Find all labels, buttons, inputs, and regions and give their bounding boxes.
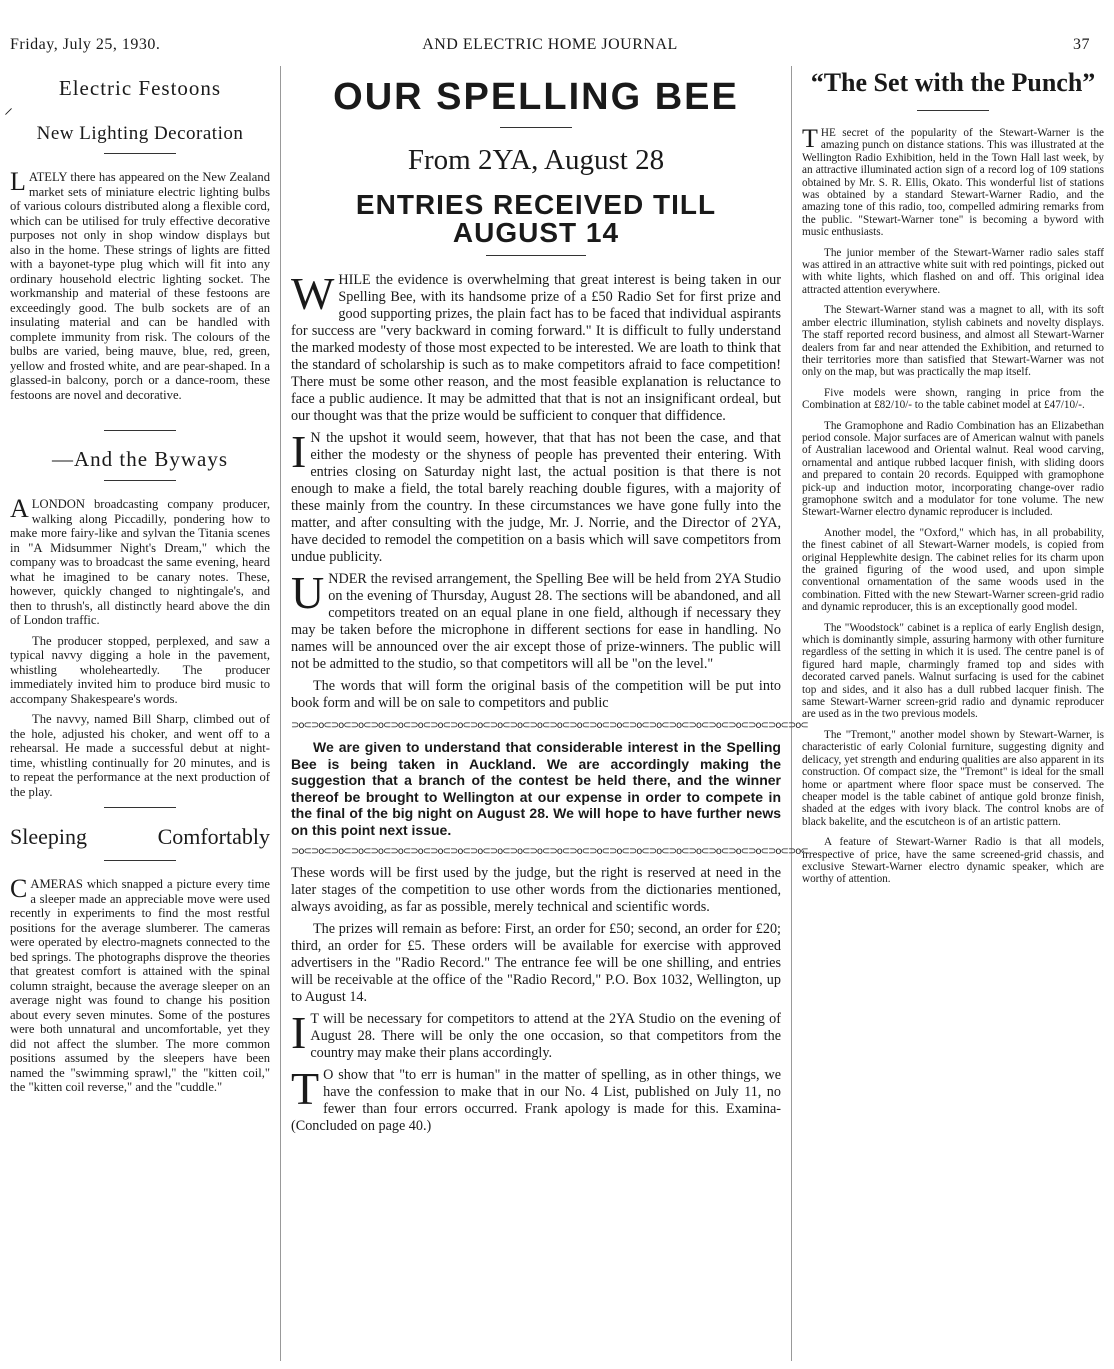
dropcap: T <box>291 1063 320 1114</box>
auckland-notice-text: We are given to understand that considerable interest in the Spelling Bee is being taken in Auckland. We are accordingly making the suggestion that a branch of the contest be held there, and the winner thereof be brought to Wellington at our expense in order to compete in the final of the big night on August 28. We will hope to have further news on this point next issue. <box>291 739 781 838</box>
columns <box>4 66 1104 1361</box>
stewart-warner-headline: “The Set with the Punch” <box>810 68 1096 97</box>
divider <box>104 480 176 481</box>
sw-para-6: Another model, the "Oxford," which has, in all probability, the finest cabinet of all Stewart-Warner models, is copied from original Hepplewhite design. The cabinet relies for its charm upon the grained figuring of the wood used, and upon simple conventional ornamentation of the same woods used in the combination. Fitted with the new Stewart-Warner screen-grid radio and dynamic reproducer, this is an exceptionally good model. <box>802 526 1104 614</box>
sw-para-7: The "Woodstock" cabinet is a replica of early English design, which is dominantly simple, assuring harmony with other furniture regardless of the setting in which it is used. The centre panel is of figured hard maple, charmingly framed top and sides with decorated carved panels. Walnut surfacing is used for the cabinet top and sides, and it also has a dull rubbed lacquer finish. The same Stewart-Warner screen-grid radio and dynamic reproducer are used as in the two previous models. <box>802 621 1104 721</box>
tick-mark-icon: ⸍ <box>4 105 13 125</box>
dropcap: I <box>291 426 307 477</box>
left-column <box>4 66 280 1361</box>
divider <box>917 110 989 111</box>
spelling-para-3: UNDER the revised arrangement, the Spelling Bee will be held from 2YA Studio on the evening of Thursday, August 28. The sections will be abandoned, and all competitors treated on an equal plane in one field, although if necessary they may be taken before the microphone in different sections for ease in handling. No names will be announced over the air except those of prize-winners. The public will not be admitted to the studio, so that competitors will all be "on the level." <box>291 567 781 672</box>
sw-para-8: The "Tremont," another model shown by Stewart-Warner, is characteristic of early Colonial furniture, suggesting dignity and delicacy, yet strength and enduring qualities are also apparent in its construction. Of compact size, the "Tremont" is ideal for the small home or apartment where floor space must be conserved. The cheaper model is the table cabinet of antique gold bronze finish, shaded at the edges with ivory black. The control knobs are of black bakelite, and the escutcheon is of an artistic pattern. <box>802 728 1104 828</box>
sw-para-9: A feature of Stewart-Warner Radio is that all models, irrespective of price, have the same screened-grid chassis, and exclusive Stewart-Warner electro dynamic speaker, which are worthy of attention. <box>802 836 1104 886</box>
middle-column <box>280 66 808 1361</box>
byways-para-1: ALONDON broadcasting company producer, walking along Piccadilly, pondering how to make more fairy-like and sylvan the Titania scenes in "A Midsummer Night's Dream," which the company was to broadcast the same evening, heard what he imagined to be canary notes. These, however, quickly changed to nightingale's, and then to thrush's, all distinctly heard above the din of London traffic. <box>10 494 270 627</box>
spelling-para-4: The words that will form the original basis of the competition will be put into book form and will be on sale to competitors and public <box>291 678 781 711</box>
spelling-para-6: The prizes will remain as before: First, an order for £50; second, an order for £20; third, an order for £5. These orders will be available for exercise with approved advertisers in the "Radio Record." The entrance fee will be one shilling, and entries will be receivable at the office of the "Radio Record," P.O. Box 1032, Wellington, up to August 14. <box>291 921 781 1005</box>
sw-para-2: The junior member of the Stewart-Warner radio sales staff was attired in an attractive white suit with red pointings, picked out with white lights, which flashed on and off. This original idea attracted attention everywhere. <box>802 246 1104 296</box>
dropcap: L <box>10 167 26 196</box>
dropcap: U <box>291 567 325 618</box>
dropcap: W <box>291 268 335 319</box>
byways-para-2: The producer stopped, perplexed, and saw a typical navvy digging a hole in the pavement, whistling wholeheartedly. The producer immediately invited him to produce bird music to accompany Shakespeare's words. <box>10 633 270 706</box>
running-head <box>10 32 1090 58</box>
divider <box>104 860 176 861</box>
sleeping-body: CAMERAS which snapped a picture every time a sleeper made an appreciable move were used recently in experiments to find the most restful positions for the average slumberer. The cameras were operated by electro-magnets connected to the bed springs. The photographs disprove the theories that greatest comfort is attained with the spinal column straight, because the average sleeper on an average night was found to change his position about every seven minutes. Some of the postures were both unnatural and uncomfortable, yet they did not affect the slumber. The more common positions assumed by the sleepers have been named the "swimming sprawl," the "kitten coil," the "kitten coil reverse," and the "cuddle." <box>10 874 270 1094</box>
divider <box>104 807 176 808</box>
sw-para-5: The Gramophone and Radio Combination has an Elizabethan period console. Major surfaces are of American walnut with panels of Australian lacewood and Oriental walnut. Real wood carving, ornamental and antique rubbed lacquer finish, with sliding doors and prepared to contain 20 records. Equipped with gramophone pick-up and induction motor, incorporating change-over radio gramophone switch and a modulator for tone volume. The new Stewart-Warner electro dynamic reproducer is included. <box>802 419 1104 519</box>
sleeping-title: Sleeping Comfortably <box>10 824 270 849</box>
byways-para-3: The navvy, named Bill Sharp, climbed out of the hole, adjusted his choker, and went off to a rehearsal. He made a successful debut at night-time, whistling continually for 20 minutes, and is to repeat the performance at the next production of the play. <box>10 712 270 799</box>
auckland-notice <box>291 739 781 838</box>
festoons-title: Electric Festoons <box>58 76 222 100</box>
sw-para-4: Five models were shown, ranging in price from the Combination at £82/10/- to the table cabinet model at £47/10/-. <box>802 386 1104 412</box>
main-subheadline: From 2YA, August 28 <box>407 144 665 176</box>
divider <box>486 255 586 256</box>
divider <box>104 153 176 154</box>
main-headline: OUR SPELLING BEE <box>333 76 739 118</box>
spelling-para-5: These words will be first used by the judge, but the right is reserved at need in the later stages of the competition to use other words from the dictionaries mentioned, always avoiding, as far as possible, merely technical and scientific words. <box>291 865 781 915</box>
sw-para-3: The Stewart-Warner stand was a magnet to all, with its soft amber electric illumination, stylish cabinets and novelty displays. The staff reported record business, and almost all Stewart-Warner dealers from far and near attended the Exhibition, and returned to their territories more than satisfied that Stewart-Warner was not only on the map, but was practically the map itself. <box>802 304 1104 379</box>
dropcap: A <box>10 494 29 523</box>
spelling-para-8: T O show that "to err is human" in the matter of spelling, as in other things, we have the confession to make that in our No. 4 List, published on July 11, no fewer than four errors occurred. Frank apology is made for this. Examina- (Concluded on page 40.) <box>291 1063 781 1134</box>
journal-name: AND ELECTRIC HOME JOURNAL <box>422 36 678 53</box>
divider <box>500 127 572 128</box>
entries-headline: ENTRIES RECEIVED TILL AUGUST 14 <box>355 189 717 248</box>
right-column <box>792 66 1104 1361</box>
sw-para-1: THE secret of the popularity of the Stewart-Warner is the amazing punch on distance stations. This was illustrated at the Wellington Radio Exhibition, held in the Town Hall last week, by an attractive illuminated action sign of a record log of 109 stations obtained by Mr. S. R. Ellis, Okato. This wonderful list of stations was obtained by a standard Stewart-Warner Radio, and the amazing tone of this radio, too, compelled admiring remarks from the public. "Stewart-Warner tone" is becoming a byword with music enthusiasts. <box>802 124 1104 239</box>
spelling-para-2: I N the upshot it would seem, however, that that has not been the case, and that either the modesty or the shyness of people has prevented their entering. With entries closing on Saturday night last, the actual position is that there is not enough to make a field, the total barely reaching double figures, with a majority of these mainly from the country. In these circumstances we have gone fully into the matter, and after consulting with the judge, Mr. J. Norrie, and the Director of 2YA, have decided to remodel the competition on a basis which will save competitors from undue publicity. <box>291 426 781 565</box>
dropcap: C <box>10 874 28 903</box>
spelling-para-7: I T will be necessary for competitors to attend at the 2YA Studio on the evening of August 28. There will be only the one occasion, so that competitors from the country may make their plans accordingly. <box>291 1007 781 1061</box>
ornament-rule: ⊃o⊂⊃o⊂⊃o⊂⊃o⊂⊃o⊂⊃o⊂⊃o⊂⊃o⊂⊃o⊂⊃o⊂⊃o⊂⊃o⊂⊃o⊂⊃o⊂⊃o⊂⊃o⊂⊃o⊂⊃o⊂⊃o⊂⊃o⊂⊃o⊂⊃o⊂⊃o⊂⊃o⊂⊃o⊂⊃o⊂ <box>291 720 808 731</box>
spelling-para-1: WHILE the evidence is overwhelming that great interest is being taken in our Spelling Bee, with its handsome prize of a £50 Radio Set for first prize and good supporting prizes, the plain fact has to be faced that individual aspirants for success are "very backward in coming forward." It is difficult to fully understand the marked modesty of those most expected to be interested. We are loath to think that the standard of scholarship is such as to make competitors afraid to face competition! There must be some other reason, and the most feasible explanation is reluctance to face a public audience. It may be admitted that that is not an insignificant ordeal, but our thought was that the prize would be sufficient to conquer that diffidence. <box>291 268 781 424</box>
byways-title: —And the Byways <box>52 447 228 471</box>
dropcap: I <box>291 1007 307 1058</box>
divider <box>104 430 176 431</box>
festoons-subtitle: New Lighting Decoration <box>36 123 244 144</box>
festoons-body: LATELY there has appeared on the New Zealand market sets of miniature electric lighting bulbs of various colours distributed along a flexible cord, which can be utilised for truly effective decorative purposes not only in shop window displays but also in the home. These strings of lights are fitted with a bayonet-type plug which will fit into any ordinary household electric lighting socket. The workmanship and material of these festoons are exceedingly good. The bulb sockets are of an insulating material and can be handled with complete immunity from risk. The colours of the bulbs are varied, being mauve, blue, red, green, yellow and frosted white, and are pear-shaped. In a glassed-in balcony, porch or a dance-room, these festoons are novel and decorative. <box>10 167 270 402</box>
issue-date: Friday, July 25, 1930. <box>10 36 161 53</box>
ornament-rule: ⊃o⊂⊃o⊂⊃o⊂⊃o⊂⊃o⊂⊃o⊂⊃o⊂⊃o⊂⊃o⊂⊃o⊂⊃o⊂⊃o⊂⊃o⊂⊃o⊂⊃o⊂⊃o⊂⊃o⊂⊃o⊂⊃o⊂⊃o⊂⊃o⊂⊃o⊂⊃o⊂⊃o⊂⊃o⊂⊃o⊂ <box>291 846 808 857</box>
dropcap: T <box>802 124 818 153</box>
page-number: 37 <box>1073 36 1090 53</box>
